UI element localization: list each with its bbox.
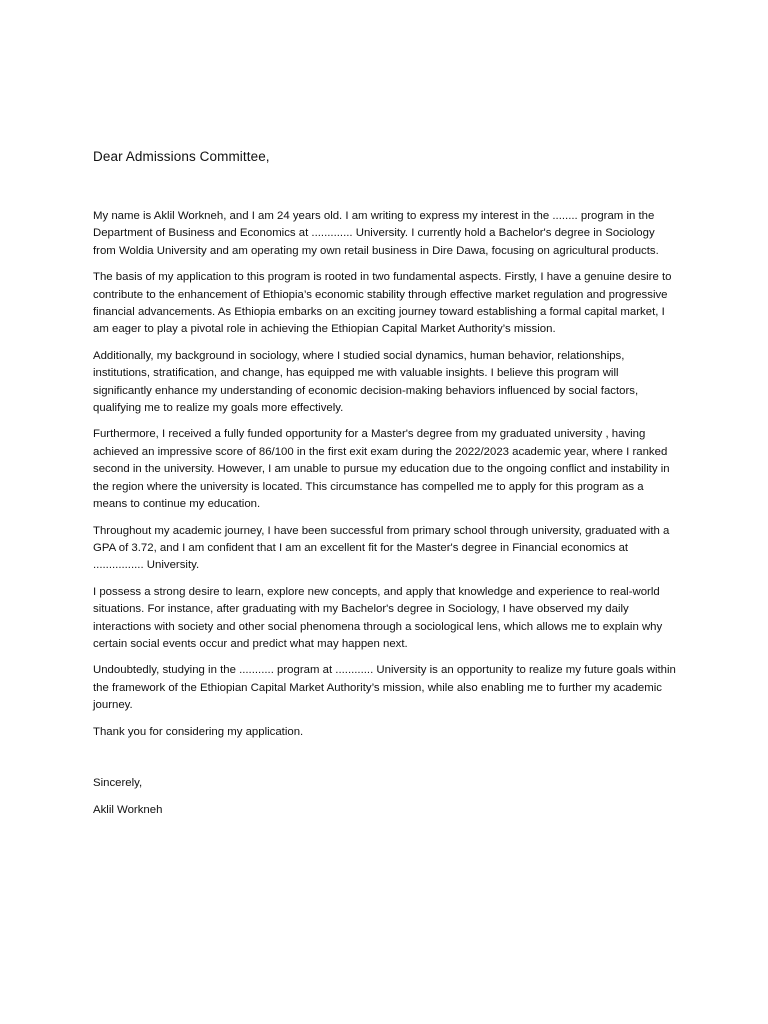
cover-letter [93,148,677,820]
paragraph-thanks: Thank you for considering my application. [93,725,304,738]
paragraph-background: Additionally, my background in sociology, where I studied social dynamics, human behavior, relationships, institutions, stratification, and change, has equipped me with valuable insights. I believe this program will significantly enhance my understanding of economic decision-making behaviors influenced by social factors, qualifying me to realize my goals more effectively. [93,349,639,415]
closing: Sincerely, [93,776,143,789]
paragraph-learning-desire: I possess a strong desire to learn, explore new concepts, and apply that knowledge and experience to real-world situations. For instance, after graduating with my Bachelor's degree in Sociology, I have observed my daily interactions with society and other social phenomena through a sociological lens, which allows me to explain why certain social events occur and predict what may happen next. [93,585,663,650]
paragraph-introduction: My name is Aklil Workneh, and I am 24 years old. I am writing to express my interest in the ........ program in the Department of Business and Economics at ............. University. I currently hold a Bachelor's degree in Sociology from Woldia University and am operating my own retail business in Dire Dawa, focusing on agricultural products. [93,210,659,257]
paragraph-achievement: Furthermore, I received a fully funded opportunity for a Master's degree from my graduated university , having achieved an impressive score of 86/100 in the first exit exam during the 2022/2023 academic year, where I ranked second in the university. However, I am unable to pursue my education due to the ongoing conflict and instability in the region where the university is located. This circumstance has compelled me to apply for this program as a means to continue my education. [93,428,670,511]
signature-name: Aklil Workneh [93,804,163,817]
paragraph-goals: Undoubtedly, studying in the ........... program at ............ University is an opportunity to realize my future goals within the framework of the Ethiopian Capital Market Authority’s mission, while also enabling me to further my academic journey. [93,664,676,712]
salutation: Dear Admissions Committee, [93,149,270,164]
paragraph-academic-journey: Throughout my academic journey, I have been successful from primary school through university, graduated with a GPA of 3.72, and I am confident that I am an excellent fit for the Master's degree in Financial economics at ................ University. [93,524,670,572]
paragraph-motivation: The basis of my application to this program is rooted in two fundamental aspects. Firstly, I have a genuine desire to contribute to the enhancement of Ethiopia’s economic stability through effective market regulation and progressive financial advancements. As Ethiopia embarks on an exciting journey toward establishing a formal capital market, I am eager to play a pivotal role in achieving the Ethiopian Capital Market Authority’s mission. [93,271,672,336]
